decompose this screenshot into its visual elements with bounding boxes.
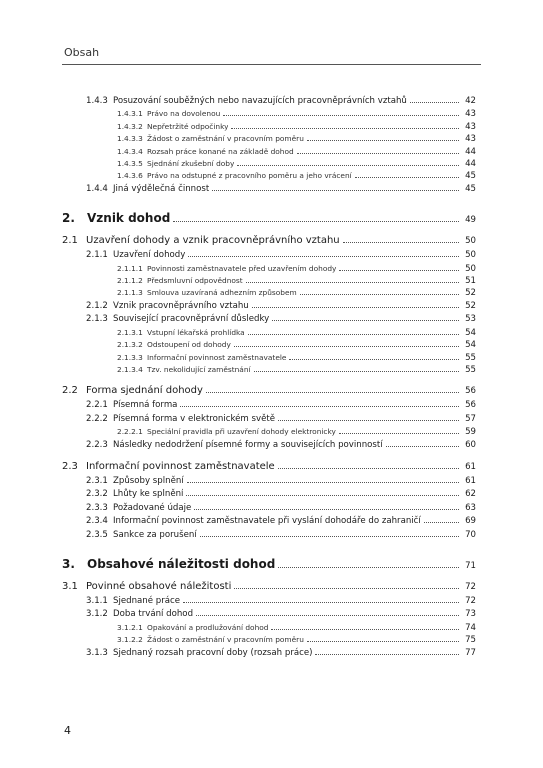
toc-dot-leader: [187, 482, 459, 483]
toc-entry-page: 52: [465, 300, 476, 311]
toc-entry-label: [86, 595, 180, 608]
toc-entry-number: 1.4.3.5: [117, 159, 143, 169]
toc-entry-number: 2.3.1: [86, 475, 108, 486]
toc-entry-number: 1.4.3.3: [117, 134, 143, 144]
toc-entry-number: 1.4.3.2: [117, 121, 143, 131]
toc-entry[interactable]: [62, 383, 476, 399]
toc-gap: [62, 376, 476, 383]
toc-entry-title: Rozsah práce konané na základě dohod: [147, 146, 294, 156]
toc-entry-number: 2.2: [62, 385, 78, 397]
toc-entry-title: Nepřetržité odpočinky: [147, 121, 229, 131]
toc-entry-page: 74: [465, 622, 476, 633]
toc-entry-page: 50: [465, 250, 476, 261]
toc-entry-label: [86, 529, 197, 542]
toc-entry-page: 51: [465, 276, 476, 287]
toc-entry-title: Následky nedodržení písemné formy a souvisejících povinností: [113, 439, 383, 450]
toc-entry[interactable]: [62, 634, 476, 646]
toc-entry-title: Smlouva uzavíraná adhezním způsobem: [147, 288, 297, 298]
toc-entry-page: 43: [465, 134, 476, 145]
toc-dot-leader: [188, 256, 459, 257]
toc-entry-title: Sankce za porušení: [113, 529, 197, 540]
toc-entry-label: [117, 634, 304, 646]
toc-entry-label: [117, 352, 286, 364]
header-rule: [62, 64, 481, 65]
toc-entry-label: [62, 556, 275, 573]
toc-entry[interactable]: [62, 133, 476, 145]
toc-dot-leader: [200, 536, 459, 537]
toc-entry-label: [62, 233, 340, 248]
toc-entry[interactable]: [62, 263, 476, 275]
toc-entry-page: 69: [465, 516, 476, 527]
toc-entry-page: 43: [465, 121, 476, 132]
toc-entry[interactable]: [62, 364, 476, 376]
toc-entry-label: [117, 121, 228, 133]
toc-entry-number: 3.1.2.1: [117, 622, 143, 632]
toc-entry-page: 70: [465, 529, 476, 540]
toc-entry-title: Způsoby splnění: [113, 475, 184, 486]
toc-entry-title: Žádost o zaměstnání v pracovním poměru: [147, 635, 304, 645]
toc-entry-label: [117, 146, 294, 158]
toc-entry-title: Forma sjednání dohody: [86, 385, 203, 397]
toc-entry-title: Uzavření dohody: [113, 250, 186, 261]
toc-entry-page: 73: [465, 609, 476, 620]
toc-gap: [62, 196, 476, 210]
toc-entry-title: Předsmluvní odpovědnost: [147, 276, 243, 286]
toc-entry[interactable]: [62, 352, 476, 364]
toc-entry-number: 2.2.1: [86, 400, 108, 411]
toc-entry-page: 71: [465, 560, 476, 571]
toc-entry-page: 56: [465, 400, 476, 411]
toc-entry[interactable]: [62, 233, 476, 249]
toc-entry-number: 2.3.5: [86, 529, 108, 540]
toc-dot-leader: [173, 221, 459, 222]
toc-entry[interactable]: [62, 579, 476, 595]
toc-dot-leader: [246, 282, 459, 283]
toc-entry-number: 2.3: [62, 460, 78, 472]
toc-entry[interactable]: [62, 158, 476, 170]
toc-entry-title: Související pracovněprávní důsledky: [113, 314, 270, 325]
toc-entry[interactable]: [62, 475, 476, 488]
toc-dot-leader: [278, 468, 459, 469]
toc-entry-page: 60: [465, 439, 476, 450]
toc-dot-leader: [183, 602, 459, 603]
toc-dot-leader: [223, 115, 459, 116]
toc-entry-label: [117, 339, 231, 351]
toc-entry-label: [117, 275, 243, 287]
toc-entry[interactable]: [62, 275, 476, 287]
toc-entry[interactable]: [62, 300, 476, 313]
toc-entry-label: [86, 399, 177, 412]
toc-entry-number: 2.1.1.2: [117, 276, 143, 286]
toc-dot-leader: [307, 140, 459, 141]
toc-entry-title: Informační povinnost zaměstnavatele: [147, 352, 287, 362]
toc-dot-leader: [231, 128, 459, 129]
toc-dot-leader: [278, 567, 459, 568]
toc-dot-leader: [194, 509, 459, 510]
toc-entry-number: 2.1.3.3: [117, 352, 143, 362]
toc-entry-label: [86, 439, 383, 452]
toc-dot-leader: [297, 153, 459, 154]
toc-entry-label: [117, 158, 234, 170]
toc-entry-title: Tzv. nekolidující zaměstnání: [147, 364, 251, 374]
toc-dot-leader: [424, 522, 459, 523]
toc-entry[interactable]: [62, 339, 476, 351]
toc-entry-page: 56: [465, 386, 476, 397]
toc-entry-page: 45: [465, 183, 476, 194]
toc-entry-title: Posuzování souběžných nebo navazujících pracovněprávních vztahů: [113, 96, 407, 106]
toc-entry-title: Sjednané práce: [113, 595, 181, 606]
toc-entry-label: [86, 608, 193, 621]
toc-entry[interactable]: [62, 595, 476, 608]
toc-entry-title: Povinné obsahové náležitosti: [86, 580, 232, 592]
toc-entry-page: 72: [465, 595, 476, 606]
toc-entry-page: 52: [465, 288, 476, 299]
toc-entry-page: 62: [465, 489, 476, 500]
toc-dot-leader: [252, 307, 459, 308]
toc-dot-leader: [343, 242, 459, 243]
toc-dot-leader: [307, 641, 459, 642]
toc-entry-number: 2.2.3: [86, 439, 108, 450]
toc-dot-leader: [355, 177, 459, 178]
toc-entry-number: 3.1.2: [86, 609, 108, 620]
toc-entry-number: 1.4.3.6: [117, 171, 143, 181]
toc-entry-label: [117, 426, 336, 438]
toc-entry-page: 54: [465, 327, 476, 338]
toc-entry-page: 54: [465, 340, 476, 351]
toc-entry-page: 42: [465, 96, 476, 106]
toc-entry-page: 53: [465, 314, 476, 325]
toc-entry-number: 2.1.3.2: [117, 340, 143, 350]
toc-entry-title: Vstupní lékařská prohlídka: [147, 327, 245, 337]
toc-entry-page: 61: [465, 475, 476, 486]
toc-entry-label: [117, 327, 245, 339]
toc-dot-leader: [289, 359, 459, 360]
toc-entry-label: [62, 210, 170, 227]
toc-entry-number: 2.1.3.4: [117, 364, 143, 374]
toc-entry-number: 2.1.1.3: [117, 288, 143, 298]
page-number: 4: [64, 724, 71, 737]
toc-entry-title: Sjednaný rozsah pracovní doby (rozsah práce): [113, 647, 313, 658]
toc-entry[interactable]: [62, 121, 476, 133]
toc-entry-number: 2.3.4: [86, 516, 108, 527]
toc-dot-leader: [234, 588, 459, 589]
toc-entry-label: [117, 170, 352, 182]
toc-entry-title: Požadované údaje: [113, 502, 192, 513]
toc-entry-label: [86, 249, 185, 262]
toc-entry-number: 3.1: [62, 580, 78, 592]
toc-dot-leader: [186, 495, 459, 496]
toc-entry[interactable]: [62, 95, 476, 108]
toc-entry-label: [86, 502, 191, 515]
toc-entry-title: Informační povinnost zaměstnavatele při vyslání dohodáře do zahraničí: [113, 516, 421, 527]
toc-dot-leader: [339, 433, 459, 434]
toc-entry-label: [117, 263, 336, 275]
toc-gap: [62, 452, 476, 459]
toc-entry-title: Obsahové náležitosti dohod: [87, 556, 276, 571]
toc-entry-label: [117, 108, 220, 120]
toc-entry-number: 2.3.2: [86, 489, 108, 500]
toc-dot-leader: [237, 165, 459, 166]
toc-dot-leader: [410, 102, 459, 103]
toc-entry-label: [86, 183, 209, 196]
toc-entry[interactable]: [62, 439, 476, 452]
toc-entry-title: Informační povinnost zaměstnavatele: [86, 460, 275, 472]
toc-entry-title: Uzavření dohody a vznik pracovněprávního vztahu: [86, 235, 340, 247]
toc-entry-label: [62, 579, 231, 594]
toc-entry-page: 43: [465, 109, 476, 120]
toc-entry-number: 3.1.3: [86, 647, 108, 658]
toc-entry-number: 2.1.2: [86, 300, 108, 311]
toc-entry-label: [117, 287, 297, 299]
toc-entry-title: Právo na dovolenou: [147, 109, 221, 119]
toc-entry-number: 2.3.3: [86, 502, 108, 513]
toc-entry-title: Lhůty ke splnění: [113, 489, 184, 500]
toc-dot-leader: [271, 629, 459, 630]
toc-entry-title: Sjednání zkušební doby: [147, 159, 235, 169]
toc-entry-page: 49: [465, 215, 476, 226]
toc-entry-title: Vznik dohod: [87, 211, 171, 226]
toc-dot-leader: [278, 420, 459, 421]
toc-entry-label: [117, 364, 251, 376]
toc-entry-number: 1.4.4: [86, 183, 108, 194]
toc-entry-title: Jiná výdělečná činnost: [113, 183, 210, 194]
toc-entry[interactable]: [62, 170, 476, 182]
toc-entry-page: 77: [465, 647, 476, 658]
toc-dot-leader: [254, 371, 459, 372]
toc-dot-leader: [386, 446, 459, 447]
toc-entry-title: Povinnosti zaměstnavatele před uzavřením dohody: [147, 263, 337, 273]
toc-entry-number: 2.1: [62, 235, 78, 247]
toc-dot-leader: [248, 334, 459, 335]
toc-entry-page: 59: [465, 427, 476, 438]
toc-entry-label: [86, 313, 269, 326]
toc-entry-label: [117, 133, 304, 145]
toc-entry-title: Právo na odstupné z pracovního poměru a jeho vrácení: [147, 171, 352, 181]
toc-entry-label: [86, 95, 407, 108]
toc-entry-number: 3.1.2.2: [117, 635, 143, 645]
toc-entry-label: [86, 300, 249, 313]
toc-dot-leader: [212, 190, 459, 191]
toc-entry-page: 57: [465, 413, 476, 424]
toc-entry[interactable]: [62, 327, 476, 339]
toc-entry[interactable]: [62, 529, 476, 542]
toc-entry-page: 72: [465, 581, 476, 592]
toc-entry-page: 75: [465, 635, 476, 646]
toc-entry[interactable]: [62, 399, 476, 412]
toc-entry-page: 50: [465, 236, 476, 247]
toc-entry-number: 1.4.3.4: [117, 146, 143, 156]
toc-entry-number: 2.1.3.1: [117, 327, 143, 337]
toc-entry-number: 1.4.3: [86, 96, 108, 106]
toc-entry-label: [86, 475, 184, 488]
toc-entry-label: [62, 459, 275, 474]
toc-entry-label: [86, 515, 421, 528]
toc-entry-label: [62, 383, 203, 398]
toc-entry-page: 50: [465, 263, 476, 274]
toc-entry[interactable]: [62, 622, 476, 634]
toc-entry-label: [86, 413, 275, 426]
toc-dot-leader: [300, 294, 459, 295]
toc-entry[interactable]: [62, 108, 476, 120]
toc-entry[interactable]: [62, 459, 476, 475]
toc-dot-leader: [180, 406, 459, 407]
toc-entry-number: 2.2.2.1: [117, 427, 143, 437]
toc-entry-number: 3.: [62, 556, 75, 571]
toc-entry[interactable]: [62, 556, 476, 575]
toc-entry-page: 61: [465, 461, 476, 472]
toc-dot-leader: [272, 320, 459, 321]
toc-entry[interactable]: [62, 183, 476, 196]
toc-entry[interactable]: [62, 426, 476, 438]
toc-dot-leader: [339, 270, 459, 271]
toc-entry-page: 55: [465, 352, 476, 363]
toc-dot-leader: [206, 392, 459, 393]
toc-entry[interactable]: [62, 249, 476, 262]
toc-entry[interactable]: [62, 146, 476, 158]
toc-entry[interactable]: [62, 515, 476, 528]
running-header: Obsah: [64, 46, 100, 59]
toc-entry-page: 44: [465, 159, 476, 170]
table-of-contents: [62, 95, 476, 660]
toc-entry-title: Doba trvání dohod: [113, 609, 194, 620]
toc-entry[interactable]: [62, 502, 476, 515]
toc-entry-title: Žádost o zaměstnání v pracovním poměru: [147, 134, 304, 144]
toc-dot-leader: [234, 346, 459, 347]
toc-entry[interactable]: [62, 608, 476, 621]
toc-entry-number: 2.2.2: [86, 413, 108, 424]
toc-entry[interactable]: [62, 488, 476, 501]
toc-entry-page: 55: [465, 364, 476, 375]
toc-entry-title: Odstoupení od dohody: [147, 340, 231, 350]
toc-dot-leader: [196, 615, 459, 616]
toc-entry-label: [86, 488, 183, 501]
toc-entry-title: Opakování a prodlužování dohod: [147, 622, 269, 632]
toc-entry[interactable]: [62, 287, 476, 299]
toc-entry-number: 2.1.1.1: [117, 263, 143, 273]
toc-entry-page: 45: [465, 171, 476, 182]
toc-entry[interactable]: [62, 647, 476, 660]
toc-entry-title: Vznik pracovněprávního vztahu: [113, 300, 249, 311]
toc-entry-number: 2.1.1: [86, 250, 108, 261]
toc-dot-leader: [315, 654, 459, 655]
toc-entry-title: Písemná forma: [113, 400, 178, 411]
toc-entry-page: 44: [465, 146, 476, 157]
toc-entry-number: 3.1.1: [86, 595, 108, 606]
toc-entry-label: [86, 647, 312, 660]
toc-gap: [62, 542, 476, 556]
toc-entry-title: Speciální pravidla při uzavření dohody elektronicky: [147, 427, 336, 437]
toc-entry-page: 63: [465, 502, 476, 513]
toc-entry[interactable]: [62, 413, 476, 426]
toc-entry-title: Písemná forma v elektronickém světě: [113, 413, 276, 424]
toc-entry-number: 2.1.3: [86, 314, 108, 325]
toc-entry[interactable]: [62, 210, 476, 229]
toc-entry[interactable]: [62, 313, 476, 326]
toc-entry-number: 1.4.3.1: [117, 109, 143, 119]
toc-entry-number: 2.: [62, 211, 75, 226]
toc-entry-label: [117, 622, 268, 634]
